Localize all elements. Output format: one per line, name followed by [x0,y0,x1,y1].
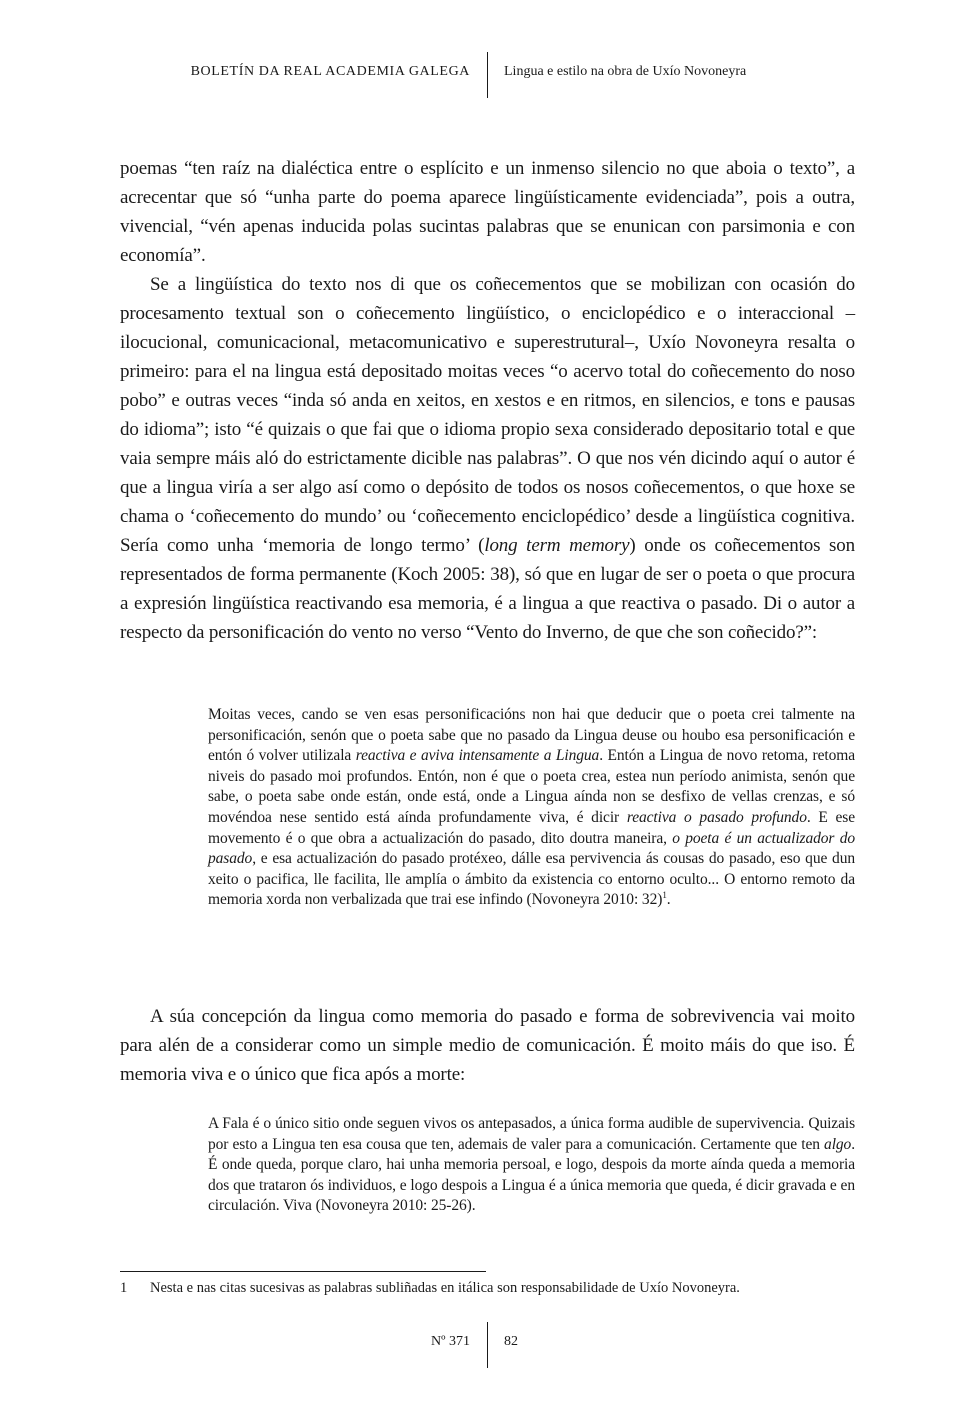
text-segment: ) onde os coñecementos son representados de forma permanente (Koch 2005: 38), só que en lugar de ser o poeta o que procura a expresión lingüística reactivando esa memoria, é a lingua a que reactiva o pasado. Di o autor a respecto da personificación do vento no verso “Vento do Inverno, de que che son coñecido?”: [120,535,855,643]
italic-segment: long term memory [484,535,630,556]
text-segment: . É onde queda, porque claro, hai unha memoria persoal, e logo, despois da morte aínda queda a memoria dos que trataron ós individuos, e logo despois a Lingua é a única memoria que queda, é dicir gravada e en circulación. Viva (Novoneyra 2010: 25-26). [208,1135,855,1215]
footnote-1 [120,1278,860,1298]
italic-segment: o poeta é un actualizador do pasado [208,829,855,868]
italic-segment: reactiva o pasado profundo [626,808,807,826]
text-segment: A Fala é o único sitio onde seguen vivos os antepasados, a única forma audible de supervivencia. Quizais por esto a Lingua ten esa cousa que ten, ademais de valer para a comunicación. Certamente que ten [208,1115,855,1153]
header-divider [487,52,488,98]
blockquote-2 [208,1114,855,1217]
article-title: Lingua e estilo na obra de Uxío Novoneyra [504,64,747,79]
blockquote-1 [208,705,855,911]
footer-divider [487,1322,488,1368]
italic-segment: reactiva e aviva intensamente a Lingua [355,747,600,765]
journal-name: BOLETÍN DA REAL ACADEMIA GALEGA [190,64,470,79]
page-number: 82 [504,1334,518,1349]
italic-segment: algo [824,1135,852,1153]
text-segment: . E ese movemento é o que obra a actualización do pasado, dito doutra maneira, [208,808,855,847]
text-segment: . [666,891,671,909]
running-header [0,52,975,98]
issue-number: Nº 371 [431,1334,470,1349]
footnote-text: Nesta e nas citas sucesivas as palabras subliñadas en itálica son responsabilidade de Uxío Novoneyra. [150,1280,740,1296]
text-segment: . Entón a Lingua de novo retoma, retoma niveis do pasado moi profundos. Entón, non é que o poeta crea, estea nun período animista, senón que sabe, o poeta sabe onde están, onde está, onde a Lingua aínda non se desfixo de vellas crenzas, e só movéndoa nese sentido está aínda profundamente viva, é dicir [208,747,855,826]
footnote-number: 1 [120,1280,128,1296]
quote-text [208,1114,855,1217]
footnote-reference[interactable]: 1 [662,890,667,901]
paragraph-text [120,270,855,647]
paragraph-text: poemas “ten raíz na dialéctica entre o esplícito e un inmenso silencio no que aboia o texto”, a acrecentar que só “unha parte do poema aparece lingüísticamente evidenciada”, pois a outra, vivencial, “vén apenas inducida polas sucintas palabras que se enunican con parsimonia e con economía”. [120,158,855,266]
paragraph-text: A súa concepción da lingua como memoria do pasado e forma de sobrevivencia vai moito para alén de a considerar como un simple medio de comunicación. É moito máis do que iso. É memoria viva e o único que fica após a morte: [120,1006,855,1085]
footnote-rule [120,1271,486,1272]
body-paragraph-2 [120,270,855,647]
page-footer [0,1322,975,1368]
text-segment: Moitas veces, cando se ven esas personificacións non hai que deducir que o poeta crei talmente na personificación, senón que o poeta sabe que no pasado da Lingua deuse ou houbo esa personificación e entón ó volver utilizala [208,706,855,765]
text-segment: , e esa actualización do pasado protéxeo, dálle esa pervivencia ás cousas do pasado, eso que dun xeito o pacifica, lle facilita, lle amplía o ámbito da existencia co entorno oculto... O entorno remoto da memoria xorda non verbalizada que trai ese infindo (Novoneyra 2010: 32) [208,850,855,909]
text-segment: Se a lingüística do texto nos di que os coñecementos que se mobilizan con ocasión do procesamento textual son o coñecemento lingüístico, o enciclopédico e o interaccional –ilocucional, comunicacional, metacomunicativo e superestrutural–, Uxío Novoneyra resalta o primeiro: para el na lingua está depositado moitas veces “o acervo total do coñecemento do noso pobo” e outras veces “inda só anda en xeitos, en xestos e en ritmos, en silencios, e tons e pausas do idioma”; isto “é quizais o que fai que o idioma propio sexa considerado depositario total e que vaia sempre máis aló do estrictamente dicible nas palabras”. O que nos vén dicindo aquí o autor é que a lingua viría a ser algo así como o depósito de todos os nosos coñecementos, o que hoxe se chama o ‘coñecemento do mundo’ ou ‘coñecemento enciclopédico’ desde a lingüística cognitiva. Sería como unha ‘memoria de longo termo’ ( [120,274,855,556]
body-paragraph-1 [120,154,855,270]
quote-text [208,705,855,911]
body-paragraph-3 [120,1002,855,1089]
